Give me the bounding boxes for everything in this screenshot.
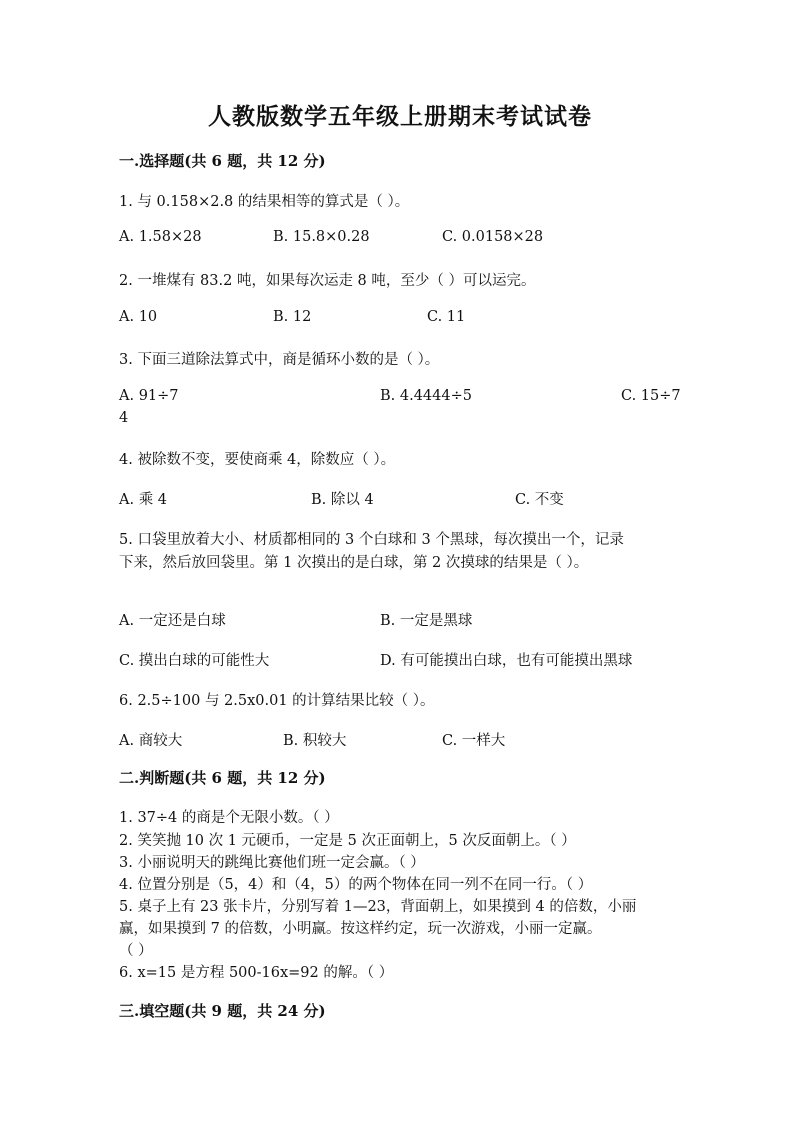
question-2-option-b: B. 12: [273, 309, 312, 325]
question-5-option-a: A. 一定还是白球: [119, 613, 226, 629]
question-6-option-b: B. 积较大: [283, 733, 347, 749]
question-4-option-b: B. 除以 4: [311, 492, 374, 508]
judgement-item-4: 4. 位置分别是（5，4）和（4，5）的两个物体在同一列不在同一行。（ ）: [119, 877, 593, 893]
question-1-stem: 1. 与 0.158×2.8 的结果相等的算式是（ ）。: [119, 194, 410, 210]
question-1-option-b: B. 15.8×0.28: [273, 229, 370, 245]
question-3-stem: 3. 下面三道除法算式中，商是循环小数的是（ ）。: [119, 352, 440, 368]
question-5-option-b: B. 一定是黑球: [380, 613, 473, 629]
judgement-item-6: 6. x=15 是方程 500-16x=92 的解。（ ）: [119, 965, 394, 981]
section-heading-fill-in: 三.填空题(共 9 题，共 24 分): [119, 1002, 326, 1020]
section-heading-choice: 一.选择题(共 6 题，共 12 分): [119, 152, 326, 170]
judgement-item-3: 3. 小丽说明天的跳绳比赛他们班一定会赢。（ ）: [119, 855, 425, 871]
question-4-stem: 4. 被除数不变，要使商乘 4，除数应（ ）。: [119, 452, 396, 468]
question-5-option-d: D. 有可能摸出白球，也有可能摸出黑球: [380, 653, 633, 669]
judgement-item-1: 1. 37÷4 的商是个无限小数。（ ）: [119, 810, 339, 826]
question-6-option-a: A. 商较大: [119, 733, 183, 749]
section-heading-judgement: 二.判断题(共 6 题，共 12 分): [119, 769, 326, 787]
question-2-option-a: A. 10: [119, 309, 158, 325]
page-title: 人教版数学五年级上册期末考试试卷: [208, 103, 592, 130]
question-5-stem-line-1: 5. 口袋里放着大小、材质都相同的 3 个白球和 3 个黑球，每次摸出一个，记录: [119, 532, 624, 548]
question-3-option-c-continued: 4: [119, 410, 129, 426]
question-5-stem-line-2: 下来，然后放回袋里。第 1 次摸出的是白球，第 2 次摸球的结果是（ ）。: [119, 555, 589, 571]
judgement-item-5-line-2: 赢，如果摸到 7 的倍数，小明赢。按这样约定，玩一次游戏，小丽一定赢。: [119, 921, 602, 937]
question-6-option-c: C. 一样大: [442, 733, 506, 749]
question-2-option-c: C. 11: [427, 309, 466, 325]
question-5-option-c: C. 摸出白球的可能性大: [119, 653, 270, 669]
judgement-item-5-line-3: （ ）: [119, 943, 153, 959]
question-6-stem: 6. 2.5÷100 与 2.5x0.01 的计算结果比较（ ）。: [119, 693, 435, 709]
question-1-option-c: C. 0.0158×28: [442, 229, 544, 245]
judgement-item-2: 2. 笑笑抛 10 次 1 元硬币，一定是 5 次正面朝上，5 次反面朝上。（ ）: [119, 833, 576, 849]
judgement-item-5-line-1: 5. 桌子上有 23 张卡片，分别写着 1—23，背面朝上，如果摸到 4 的倍数，小丽: [119, 899, 637, 915]
question-1-option-a: A. 1.58×28: [119, 229, 202, 245]
question-2-stem: 2. 一堆煤有 83.2 吨，如果每次运走 8 吨，至少（ ）可以运完。: [119, 273, 536, 289]
question-4-option-a: A. 乘 4: [119, 492, 168, 508]
question-3-option-a: A. 91÷7: [119, 388, 179, 404]
question-4-option-c: C. 不变: [515, 492, 564, 508]
question-3-option-c: C. 15÷7: [621, 388, 681, 404]
question-3-option-b: B. 4.4444÷5: [380, 388, 472, 404]
